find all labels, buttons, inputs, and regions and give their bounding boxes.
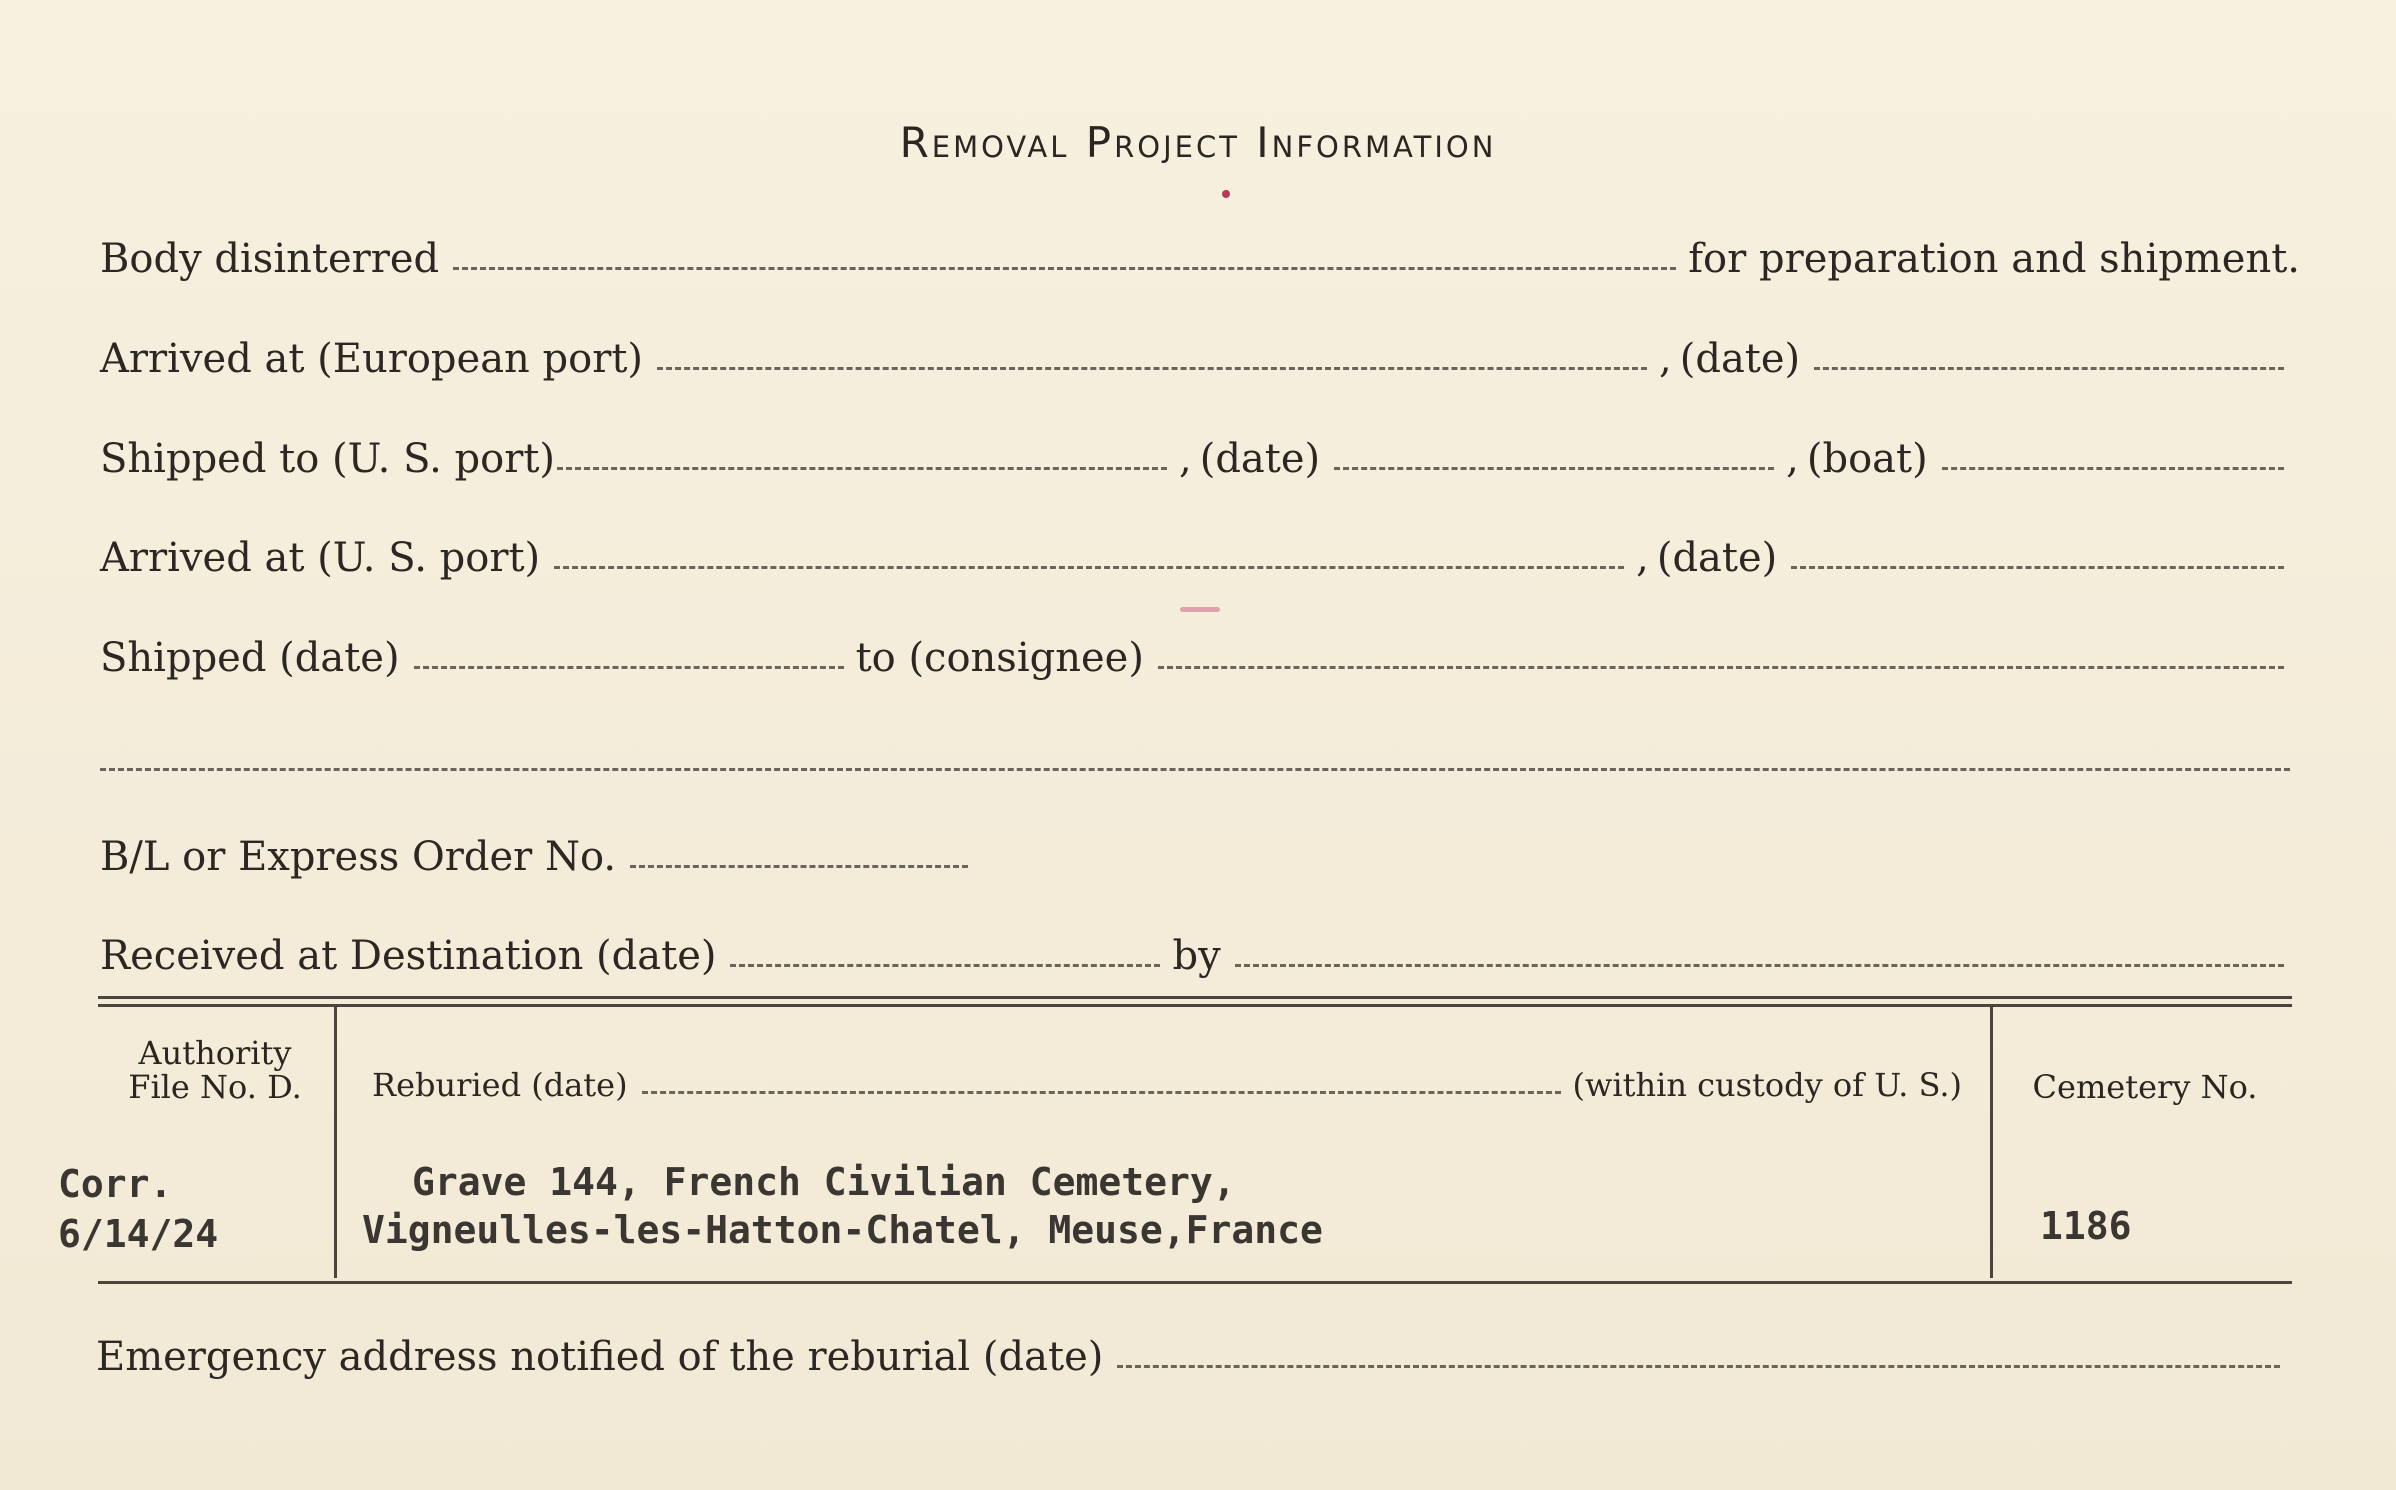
received-label: Received at Destination (date) bbox=[100, 933, 717, 979]
row-arrived-european bbox=[100, 336, 2296, 382]
reburied-label: Reburied (date) bbox=[372, 1066, 628, 1104]
shipped-to-us-label: Shipped to (U. S. port) bbox=[100, 436, 555, 482]
table-top-rule-2 bbox=[98, 1004, 2292, 1007]
authority-label: Authority bbox=[138, 1034, 292, 1072]
table-bottom-rule bbox=[98, 1281, 2292, 1284]
cemetery-no-label: Cemetery No. bbox=[2032, 1068, 2258, 1106]
custody-label: (within custody of U. S.) bbox=[1572, 1066, 1962, 1104]
comma: , bbox=[1179, 436, 1192, 482]
form-title: Removal Project Information bbox=[899, 118, 1497, 167]
grave-location-line2: Vigneulles-les-Hatton-Chatel, Meuse,France bbox=[362, 1208, 1323, 1252]
arrived-us-port-field[interactable] bbox=[554, 566, 1624, 569]
european-port-field[interactable] bbox=[657, 367, 1647, 370]
cemetery-number: 1186 bbox=[2040, 1204, 2132, 1248]
arrived-us-label: Arrived at (U. S. port) bbox=[100, 535, 541, 581]
arrived-us-date-field[interactable] bbox=[1791, 566, 2284, 569]
row-received bbox=[100, 933, 2296, 979]
bl-order-field[interactable] bbox=[630, 865, 968, 868]
row-emergency bbox=[96, 1334, 2292, 1380]
comma: , bbox=[1786, 436, 1799, 482]
boat-label: (boat) bbox=[1806, 436, 1928, 482]
body-disinterred-field[interactable] bbox=[453, 267, 1676, 270]
file-no-label: File No. D. bbox=[128, 1068, 302, 1106]
ink-spot bbox=[1224, 190, 1229, 195]
arrived-european-label: Arrived at (European port) bbox=[100, 336, 644, 382]
row-shipped-date bbox=[100, 635, 2296, 681]
row-body-disinterred bbox=[100, 236, 2300, 282]
shipped-date-label: Shipped (date) bbox=[100, 635, 400, 681]
emergency-date-field[interactable] bbox=[1117, 1365, 2280, 1368]
by-label: by bbox=[1172, 933, 1221, 979]
table-top-rule bbox=[98, 996, 2292, 999]
corr-date: 6/14/24 bbox=[58, 1212, 219, 1256]
ink-smudge bbox=[1180, 607, 1220, 612]
row-shipped-to-us bbox=[100, 436, 2296, 482]
shipped-date-field[interactable] bbox=[1334, 467, 1774, 470]
boat-field[interactable] bbox=[1942, 467, 2284, 470]
reburied-date-field[interactable] bbox=[642, 1091, 1561, 1094]
to-consignee-label: to (consignee) bbox=[855, 635, 1144, 681]
emergency-label: Emergency address notified of the reburial (date) bbox=[96, 1334, 1104, 1380]
row-arrived-us bbox=[100, 535, 2296, 581]
corr-note: Corr. bbox=[58, 1162, 173, 1206]
bl-order-label: B/L or Express Order No. bbox=[100, 834, 617, 880]
received-by-field[interactable] bbox=[1235, 964, 2284, 967]
for-preparation-label: for preparation and shipment. bbox=[1688, 236, 2300, 282]
body-disinterred-label: Body disinterred bbox=[100, 236, 440, 282]
consignee-continuation-field[interactable] bbox=[100, 768, 2290, 771]
column-divider bbox=[334, 1006, 337, 1278]
consignee-field[interactable] bbox=[1158, 666, 2284, 669]
row-bl-order bbox=[100, 834, 980, 880]
received-date-field[interactable] bbox=[730, 964, 1160, 967]
us-port-field[interactable] bbox=[557, 467, 1167, 470]
comma: , bbox=[1659, 336, 1672, 382]
date-label: (date) bbox=[1679, 336, 1801, 382]
shipped-date-input[interactable] bbox=[414, 666, 844, 669]
authority-header bbox=[110, 1036, 320, 1104]
column-divider bbox=[1990, 1006, 1993, 1278]
date-label: (date) bbox=[1199, 436, 1321, 482]
grave-location-line1: Grave 144, French Civilian Cemetery, bbox=[412, 1160, 1236, 1204]
row-reburied bbox=[372, 1066, 1962, 1104]
date-label: (date) bbox=[1656, 535, 1778, 581]
comma: , bbox=[1636, 535, 1649, 581]
european-date-field[interactable] bbox=[1814, 367, 2284, 370]
